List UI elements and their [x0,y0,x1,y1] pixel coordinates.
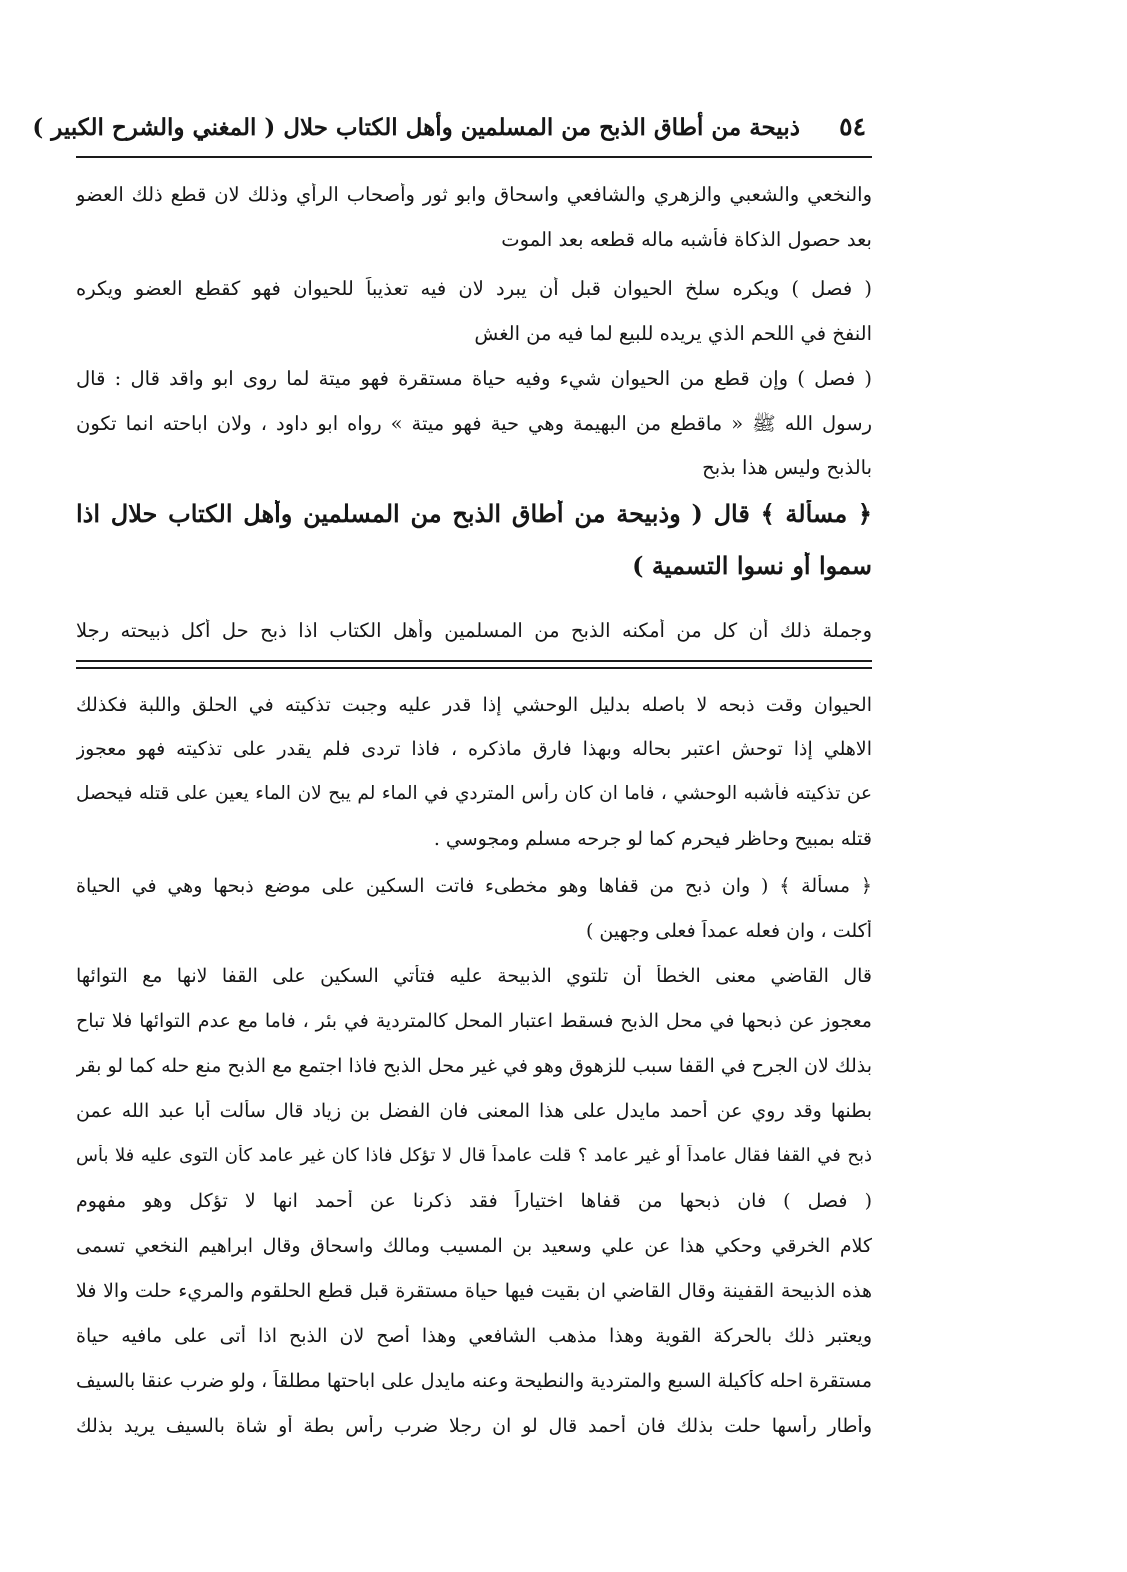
text-line: والنخعي والشعبي والزهري والشافعي واسحاق وابو ثور وأصحاب الرأي وذلك لان قطع ذلك العضو [76,183,872,206]
masala-line: ﴿ مسألة ﴾ ( وان ذبح من قفاها وهو مخطىء فاتت السكين على موضع ذبحها وهي في الحياة [76,875,872,897]
text-line: وجملة ذلك أن كل من أمكنه الذبح من المسلمين وأهل الكتاب اذا ذبح حل أكل ذبيحته رجلا [76,619,872,642]
masala-heading: سموا أو نسوا التسمية ) [632,552,872,580]
text-line: ويعتبر ذلك بالحركة القوية وهذا مذهب الشافعي وهذا أصح لان الذبح اذا أتى على مافيه حياة [76,1325,872,1347]
section-divider [76,667,872,669]
text-line: وأطار رأسها حلت بذلك فان أحمد قال لو ان رجلا ضرب رأس بطة أو شاة بالسيف يريد بذلك [76,1415,872,1437]
text-line: قتله بمبيح وحاظر فيحرم كما لو جرحه مسلم ومجوسي . [433,828,872,850]
text-line: ( فصل ) ويكره سلخ الحيوان قبل أن يبرد لان فيه تعذيباً للحيوان فهو كقطع العضو ويكره [76,277,872,300]
text-line: الحيوان وقت ذبحه لا باصله بدليل الوحشي إذا قدر عليه وجبت تذكيته في الحلق واللبة فكذلك [76,694,872,716]
text-line: عن تذكيته فأشبه الوحشي ، فاما ان كان رأس المتردي في الماء لم يبح لان الماء يعين على قتله فيحصل [76,783,872,804]
text-line: معجوز عن ذبحها في محل الذبح فسقط اعتبار المحل كالمتردية في بئر ، فاما مع عدم التوائها فلا تباح [76,1010,872,1032]
page-number: ٥٤ [839,112,866,141]
section-divider [76,660,872,662]
masala-line: أكلت ، وان فعله عمداً فعلى وجهين ) [585,920,872,942]
text-line: النفخ في اللحم الذي يريده للبيع لما فيه من الغش [474,322,872,345]
text-line: بذلك لان الجرح في القفا سبب للزهوق وهو في غير محل الذبح فاذا اجتمع مع الذبح منع حله كما لو بقر [76,1055,872,1077]
text-line: الاهلي إذا توحش اعتبر بحاله وبهذا فارق ماذكره ، فاذا تردى فلم يقدر على تذكيته فهو معجوز [76,738,872,760]
text-line: بالذبح وليس هذا بذبح [702,456,872,479]
text-line: ذبح في القفا فقال عامداً أو غير عامد ؟ قلت عامداً قال لا تؤكل فاذا كان غير عامد كأن التوى عليه فلا بأس [76,1145,872,1166]
page-header [32,104,872,148]
text-line: مستقرة احله كأكيلة السبع والمتردية والنطيحة وعنه مايدل على اباحتها مطلقاً ، ولو ضرب عنقا بالسيف [76,1370,872,1392]
text-line: كلام الخرقي وحكي هذا عن علي وسعيد بن المسيب ومالك واسحاق وقال ابراهيم النخعي تسمى [76,1235,872,1257]
text-line: رسول الله ﷺ « ماقطع من البهيمة وهي حية فهو ميتة » رواه ابو داود ، ولان اباحته انما تكون [76,412,872,435]
text-line: بطنها وقد روي عن أحمد مايدل على هذا المعنى فان الفضل بن زياد قال سألت أبا عبد الله عمن [76,1100,872,1122]
text-line: ( فصل ) وإن قطع من الحيوان شيء وفيه حياة مستقرة فهو ميتة لما روى ابو واقد قال : قال [76,367,872,390]
header-rule [76,156,872,158]
running-title: ذبيحة من أطاق الذبح من المسلمين وأهل الكتاب حلال ( المغني والشرح الكبير ) [32,114,800,141]
masala-heading: ﴿ مسألة ﴾ قال ( وذبيحة من أطاق الذبح من المسلمين وأهل الكتاب حلال اذا [76,500,872,528]
text-line: هذه الذبيحة القفينة وقال القاضي ان بقيت فيها حياة مستقرة قبل قطع الحلقوم والمريء حلت والا فلا [76,1280,872,1302]
text-line: ( فصل ) فان ذبحها من قفاها اختياراً فقد ذكرنا عن أحمد انها لا تؤكل وهو مفهوم [76,1190,872,1212]
text-line: بعد حصول الذكاة فأشبه ماله قطعه بعد الموت [501,228,872,251]
text-line: قال القاضي معنى الخطأ أن تلتوي الذبيحة عليه فتأتي السكين على القفا لانها مع التوائها [76,965,872,987]
